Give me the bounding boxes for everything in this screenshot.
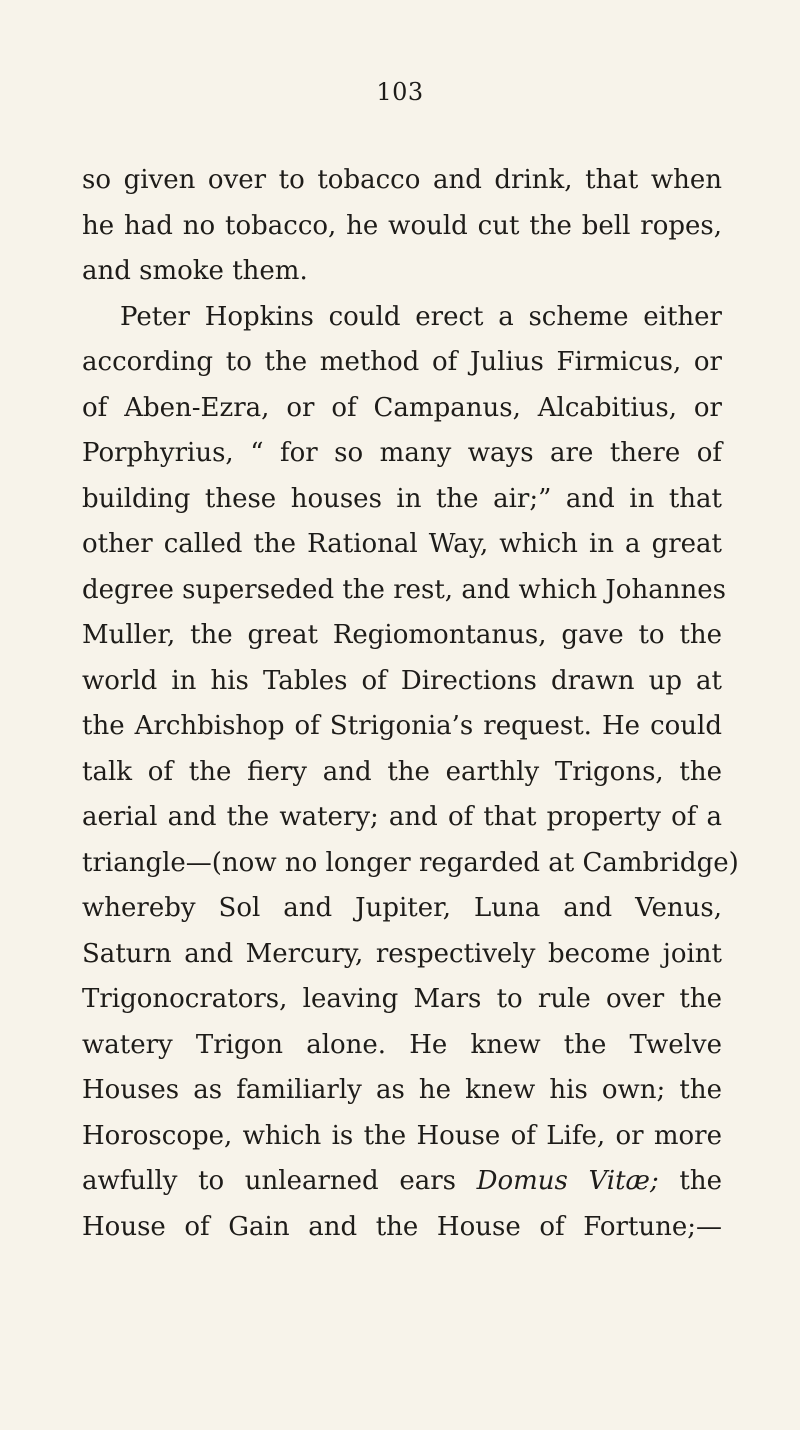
text-line bbox=[82, 386, 722, 432]
text-line bbox=[82, 977, 722, 1023]
text-segment: Horoscope, which is the House of Life, or more bbox=[82, 1120, 722, 1151]
text-line bbox=[82, 613, 722, 659]
text-segment: according to the method of Julius Firmicus, or bbox=[82, 347, 722, 377]
text-segment: talk of the fiery and the earthly Trigons, the bbox=[82, 756, 722, 787]
text-segment: House of Gain and the House of Fortune;— bbox=[82, 1211, 722, 1242]
text-line bbox=[82, 750, 722, 796]
text-segment: and smoke them. bbox=[82, 256, 308, 286]
text-line bbox=[82, 249, 722, 295]
text-line bbox=[82, 340, 722, 386]
text-segment: he had no tobacco, he would cut the bell ropes, bbox=[82, 210, 722, 241]
text-segment: watery Trigon alone. He knew the Twelve bbox=[82, 1029, 722, 1060]
text-line bbox=[82, 477, 722, 523]
text-segment: the Archbishop of Strigonia’s request. He could bbox=[82, 711, 722, 741]
text-line bbox=[82, 886, 722, 932]
italic-text: Domus Vitæ; bbox=[476, 1166, 659, 1196]
text-segment: other called the Rational Way, which in a great bbox=[82, 529, 722, 559]
text-line bbox=[82, 1205, 722, 1251]
text-line bbox=[82, 1114, 722, 1160]
text-line bbox=[82, 704, 722, 750]
text-line bbox=[82, 1023, 722, 1069]
text-line bbox=[82, 795, 722, 841]
text-segment: Trigonocrators, leaving Mars to rule over the bbox=[82, 984, 722, 1014]
text-line bbox=[82, 1159, 722, 1205]
text-line bbox=[82, 431, 722, 477]
text-segment: of Aben-Ezra, or of Campanus, Alcabitius, or bbox=[82, 392, 722, 423]
text-segment: the bbox=[658, 1166, 722, 1196]
text-line bbox=[82, 522, 722, 568]
text-line bbox=[82, 158, 722, 204]
text-line bbox=[82, 295, 722, 341]
text-segment: Houses as familiarly as he knew his own; the bbox=[82, 1075, 722, 1105]
text-line bbox=[82, 204, 722, 250]
text-line bbox=[82, 932, 722, 978]
text-segment: degree superseded the rest, and which Johannes bbox=[82, 574, 726, 605]
text-segment: Porphyrius, “ for so many ways are there of bbox=[82, 438, 722, 468]
text-segment: aerial and the watery; and of that property of a bbox=[82, 802, 722, 832]
text-segment: whereby Sol and Jupiter, Luna and Venus, bbox=[82, 893, 722, 923]
text-line bbox=[82, 659, 722, 705]
text-segment: triangle—(now no longer regarded at Cambridge) bbox=[82, 847, 739, 878]
text-segment: so given over to tobacco and drink, that when bbox=[82, 165, 722, 195]
text-segment: world in his Tables of Directions drawn up at bbox=[82, 665, 722, 696]
body-text bbox=[82, 158, 739, 1250]
text-line bbox=[82, 841, 739, 887]
text-line bbox=[82, 1068, 722, 1114]
text-segment: Saturn and Mercury, respectively become joint bbox=[82, 938, 722, 969]
text-segment: building these houses in the air;” and in that bbox=[82, 483, 722, 514]
page-number: 103 bbox=[376, 78, 424, 106]
text-segment: Muller, the great Regiomontanus, gave to the bbox=[82, 620, 722, 650]
text-line bbox=[82, 568, 726, 614]
text-segment: Peter Hopkins could erect a scheme either bbox=[120, 301, 722, 332]
text-segment: awfully to unlearned ears bbox=[82, 1166, 477, 1196]
